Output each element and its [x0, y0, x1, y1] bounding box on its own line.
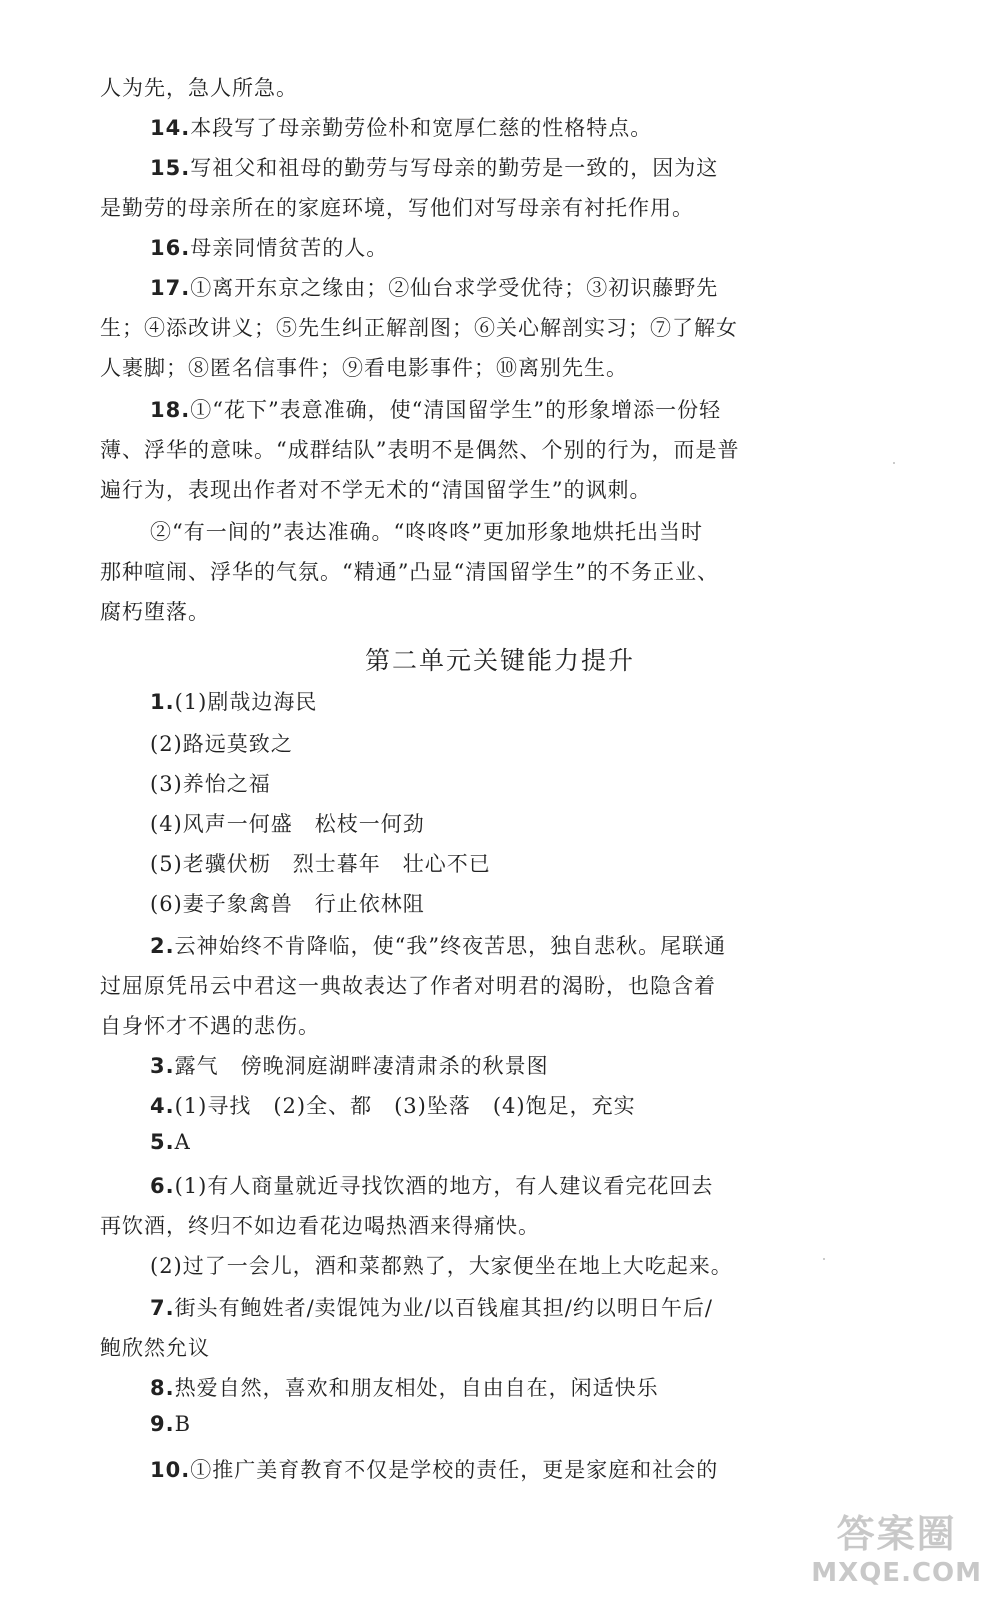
text-line: 遍行为，表现出作者对不学无术的“清国留学生”的讽刺。 — [100, 478, 652, 502]
text-line: 是勤劳的母亲所在的家庭环境，写他们对写母亲有衬托作用。 — [100, 196, 694, 220]
text-line: 过屈原凭吊云中君这一典故表达了作者对明君的渴盼，也隐含着 — [100, 974, 716, 998]
text-line: 薄、浮华的意味。“成群结队”表明不是偶然、个别的行为，而是普 — [100, 438, 740, 462]
answer-number: 9. — [150, 1412, 175, 1436]
text-line: 那种喧闹、浮华的气氛。“精通”凸显“清国留学生”的不务正业、 — [100, 560, 719, 584]
text-line: (5)老骥伏枥 烈士暮年 壮心不已 — [150, 852, 491, 876]
answer-number: 16. — [150, 236, 191, 260]
watermark-logo: 答案圈 — [836, 1512, 957, 1556]
scan-speck — [893, 462, 895, 464]
answer-2: 2.云神始终不肯降临，使“我”终夜苦思，独自悲秋。尾联通 — [150, 934, 727, 958]
answer-16: 16.母亲同情贫苦的人。 — [150, 236, 389, 260]
watermark — [811, 1503, 982, 1588]
text-line: (6)妻子象禽兽 行止依林阻 — [150, 892, 425, 916]
answer-7: 7.街头有鲍姓者/卖馄饨为业/以百钱雇其担/约以明日午后/ — [150, 1296, 713, 1320]
text-line: 人裹脚；⑧匿名信事件；⑨看电影事件；⑩离别先生。 — [100, 356, 628, 380]
scan-speck — [823, 1258, 825, 1260]
answer-9: 9.B — [150, 1412, 192, 1436]
text-line: 人为先，急人所急。 — [100, 76, 298, 100]
answer-number: 1. — [150, 690, 175, 714]
answer-6: 6.(1)有人商量就近寻找饮酒的地方，有人建议看完花回去 — [150, 1174, 714, 1198]
answer-15: 15.写祖父和祖母的勤劳与写母亲的勤劳是一致的，因为这 — [150, 156, 719, 180]
text-line: (2)过了一会儿，酒和菜都熟了，大家便坐在地上大吃起来。 — [150, 1254, 733, 1278]
answer-number: 17. — [150, 276, 191, 300]
text-line: 再饮酒，终归不如边看花边喝热酒来得痛快。 — [100, 1214, 540, 1238]
answer-18: 18.①“花下”表意准确，使“清国留学生”的形象增添一份轻 — [150, 398, 722, 422]
watermark-url: MXQE.COM — [811, 1558, 982, 1588]
text-line: (3)养怡之福 — [150, 772, 271, 796]
answer-3: 3.露气 傍晚洞庭湖畔凄清肃杀的秋景图 — [150, 1054, 549, 1078]
text-line: 生；④添改讲义；⑤先生纠正解剖图；⑥关心解剖实习；⑦了解女 — [100, 316, 738, 340]
answer-5: 5.A — [150, 1130, 191, 1154]
section-title: 第二单元关键能力提升 — [364, 646, 635, 675]
answer-number: 7. — [150, 1296, 175, 1320]
answer-1: 1.(1)剧哉边海民 — [150, 690, 318, 714]
text-line: (4)风声一何盛 松枝一何劲 — [150, 812, 425, 836]
answer-number: 10. — [150, 1458, 191, 1482]
text-line: 腐朽堕落。 — [100, 600, 210, 624]
answer-number: 18. — [150, 398, 191, 422]
text-line: ②“有一间的”表达准确。“咚咚咚”更加形象地烘托出当时 — [150, 520, 703, 544]
answer-4: 4.(1)寻找 (2)全、都 (3)坠落 (4)饱足，充实 — [150, 1094, 636, 1118]
answer-number: 5. — [150, 1130, 175, 1154]
answer-number: 2. — [150, 934, 175, 958]
answer-14: 14.本段写了母亲勤劳俭朴和宽厚仁慈的性格特点。 — [150, 116, 653, 140]
answer-10: 10.①推广美育教育不仅是学校的责任，更是家庭和社会的 — [150, 1458, 719, 1482]
text-line: (2)路远莫致之 — [150, 732, 293, 756]
text-line: 自身怀才不遇的悲伤。 — [100, 1014, 320, 1038]
answer-number: 3. — [150, 1054, 175, 1078]
answer-number: 6. — [150, 1174, 175, 1198]
answer-number: 4. — [150, 1094, 175, 1118]
answer-number: 15. — [150, 156, 191, 180]
answer-8: 8.热爱自然，喜欢和朋友相处，自由自在，闲适快乐 — [150, 1376, 659, 1400]
answer-number: 8. — [150, 1376, 175, 1400]
text-line: 鲍欣然允议 — [100, 1336, 210, 1360]
answer-number: 14. — [150, 116, 191, 140]
answer-17: 17.①离开东京之缘由；②仙台求学受优待；③初识藤野先 — [150, 276, 719, 300]
